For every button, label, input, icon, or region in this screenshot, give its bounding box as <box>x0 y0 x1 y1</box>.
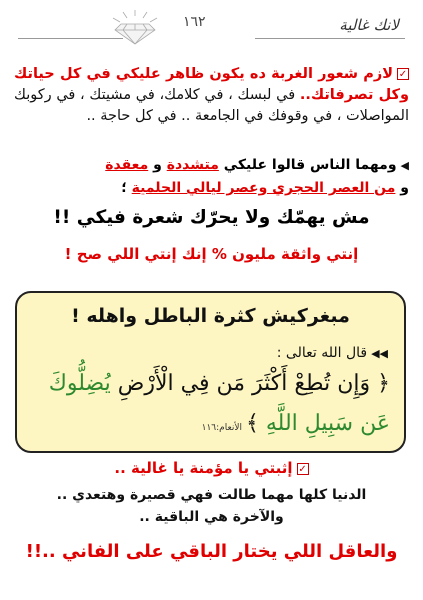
be-steadfast-text: إثبتي يا مؤمنة يا غالية .. <box>114 459 293 477</box>
be-steadfast-line <box>14 459 409 477</box>
checkbox-icon: ✓ <box>298 463 307 475</box>
dunya-line-1: الدنيا كلها مهما طالت فهي قصيرة وهتعدي .. <box>56 487 367 503</box>
bullet-arrow-icon: ◀ <box>400 159 409 172</box>
dunya-paragraph <box>14 484 409 528</box>
ayah-line-2 <box>31 411 390 436</box>
page-number: ١٦٢ <box>183 14 206 30</box>
para2-word-strict: متشددة <box>166 157 219 173</box>
checkbox-icon: ✓ <box>398 69 408 80</box>
para2-lead: ومهما الناس قالوا عليكي <box>218 157 397 173</box>
quote-box-title: مبغركيش كثرة الباطل واهله ! <box>71 305 350 327</box>
diamond-icon <box>103 8 167 46</box>
ayah-line-1-text: ﴿ وَإِن تُطِعْ أَكْثَرَ مَن فِي الْأَرْضِ <box>110 371 390 396</box>
para2-word-complex: معقدة <box>105 157 149 173</box>
confidence-line: إنتي واثقة مليون % إنك إنتي اللي صح ! <box>64 245 359 263</box>
bullet-arrow-icon: ◀◀ <box>371 347 388 360</box>
ayah-reference: الأنعام:١١٦ <box>201 423 242 433</box>
header-rule-right <box>255 38 405 39</box>
ayah-line-1 <box>31 371 390 396</box>
quran-intro-text: قال الله تعالى : <box>276 345 368 361</box>
ayah-line-2-highlight: عَن سَبِيلِ اللَّهِ <box>265 411 390 436</box>
quote-box <box>15 291 406 453</box>
emphasis-heading: مش يهمّك ولا يحرّك شعرة فيكي !! <box>53 207 370 228</box>
para2-and-2: و <box>395 180 409 196</box>
para2-and: و <box>148 157 167 173</box>
dunya-line-2: والآخرة هي الباقية .. <box>139 509 284 525</box>
page-header <box>18 8 405 46</box>
ayah-line-1-highlight: يُضِلُّوكَ <box>48 371 111 396</box>
paragraph-people-say <box>14 154 409 199</box>
running-title: لانك غالية <box>339 16 399 34</box>
quran-intro <box>277 345 388 361</box>
ayah-line-2-bracket: ﴾ <box>245 411 266 436</box>
para1-black-text: في لبسك ، في كلامك، في مشيتك ، في ركوبك المواصلات ، في وقوفك في الجامعة .. في كل حاجة .. <box>14 87 409 124</box>
closing-line: والعاقل اللي يختار الباقي على الفاني ..!! <box>25 541 398 562</box>
para2-tail: ؛ <box>121 180 132 196</box>
paragraph-estrangement <box>14 64 409 127</box>
para1-red-text: لازم شعور الغربة ده يكون ظاهر عليكي في كل حياتك وكل تصرفاتك.. <box>14 66 409 103</box>
para2-word-stone-age: من العصر الحجري وعصر ليالي الحلمية <box>131 180 396 196</box>
